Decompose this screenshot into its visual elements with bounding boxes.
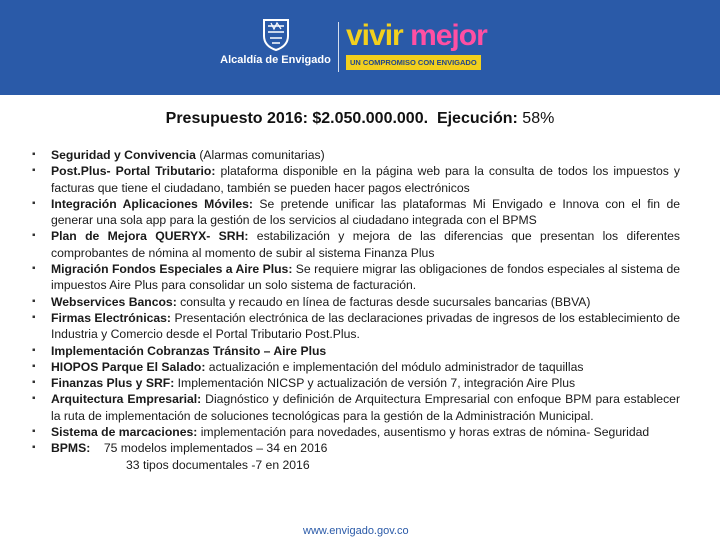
bullet-icon: ▪ [32, 295, 36, 307]
list-item [32, 163, 680, 196]
item-label: Plan de Mejora QUERYX- SRH: [51, 229, 249, 244]
bullet-icon: ▪ [32, 426, 36, 438]
item-text: consulta y recaudo en línea de facturas desde sucursales bancarias (BBVA) [176, 294, 591, 309]
tagline-strong: ENVIGADO [436, 58, 477, 67]
project-list [32, 147, 680, 473]
bullet-icon: ▪ [32, 393, 36, 405]
item-text: actualización e implementación del módulo administrador de taquillas [205, 359, 584, 374]
item-label: Integración Aplicaciones Móviles: [51, 196, 253, 211]
list-item [32, 375, 680, 391]
bullet-icon: ▪ [32, 360, 36, 372]
list-item [32, 424, 680, 440]
bullet-icon: ▪ [32, 165, 36, 177]
list-item [32, 294, 680, 310]
bullet-icon: ▪ [32, 149, 36, 160]
coat-of-arms-icon [262, 18, 290, 52]
bullet-icon: ▪ [32, 263, 36, 275]
brand-title [346, 20, 502, 52]
item-label: Migración Fondos Especiales a Aire Plus: [51, 262, 293, 277]
item-label: Firmas Electrónicas: [51, 310, 171, 325]
brand-word-1: vivir [346, 19, 403, 52]
bullet-icon: ▪ [32, 344, 36, 356]
item-label: Finanzas Plus y SRF: [51, 376, 175, 391]
tagline-prefix: UN COMPROMISO CON [350, 58, 437, 67]
header-banner [0, 0, 720, 95]
item-text: estabilización y mejora de las diferencias que presentan los diferentes comprobantes de nómina al momento de subir al sistema Finanza Plus [51, 229, 681, 260]
list-item [32, 261, 680, 294]
bullet-icon: ▪ [32, 377, 36, 389]
item-text: 75 modelos implementados – 34 en 2016 [90, 441, 328, 456]
bullet-icon: ▪ [32, 311, 36, 323]
bullet-icon: ▪ [32, 197, 36, 209]
footer-url[interactable]: www.envigado.gov.co [303, 525, 409, 537]
list-item [32, 391, 680, 424]
item-label: BPMS: [51, 441, 91, 456]
list-item [32, 359, 680, 375]
item-label: Arquitectura Empresarial: [51, 392, 202, 407]
item-text-line2: 33 tipos documentales -7 en 2016 [126, 457, 310, 472]
list-item [32, 440, 680, 473]
brand-word-2: mejor [410, 19, 487, 52]
bullet-icon: ▪ [32, 442, 36, 454]
item-label: Sistema de marcaciones: [51, 425, 198, 440]
budget-text: Presupuesto 2016: $2.050.000.000. [165, 110, 429, 127]
bullet-icon: ▪ [32, 230, 36, 242]
item-text: Presentación electrónica de las declaraciones privadas de ingresos de los establecimiento de Industria y Comercio desde el Portal Tributario Post.Plus. [51, 310, 681, 342]
item-label: HIOPOS Parque El Salado: [51, 359, 206, 374]
alcaldia-logo-text: Alcaldía de Envigado [220, 54, 331, 66]
item-text: Diagnóstico y definición de Arquitectura Empresarial con enfoque BPM para establecer la ruta de implementación de soluciones tecnológicas para la gestión de la Administración Municipal. [51, 392, 681, 423]
page-title [0, 110, 720, 128]
item-text: (Alarmas comunitarias) [195, 148, 325, 162]
item-text: Se pretende unificar las plataformas Mi Envigado e Innova con el fin de generar una sola app para la gestión de los servicios al ciudadano integrada con el BPMS [51, 196, 680, 228]
alcaldia-logo[interactable] [218, 18, 333, 73]
item-text: Implementación NICSP y actualización de versión 7, integración Aire Plus [174, 376, 576, 391]
vivir-mejor-logo[interactable] [346, 20, 502, 76]
execution-label: Ejecución: [436, 110, 518, 127]
item-text: plataforma disponible en la página web para la consulta de todos los impuestos y facturas que tiene el ciudadano, también se pueden hacer pagos electrónicos [51, 164, 681, 195]
list-item [32, 147, 680, 163]
item-label: Webservices Bancos: [51, 294, 177, 309]
logo-divider [338, 22, 339, 72]
item-label: Post.Plus- Portal Tributario: [51, 164, 216, 179]
item-label: Seguridad y Convivencia [51, 148, 196, 162]
item-label: Implementación Cobranzas Tránsito – Aire Plus [51, 343, 327, 358]
list-item [32, 228, 680, 261]
list-item [32, 310, 680, 343]
item-text: implementación para novedades, ausentismo y horas extras de nómina- Seguridad [197, 425, 650, 440]
execution-percent: 58% [522, 110, 555, 127]
brand-tagline [346, 55, 481, 70]
item-text: Se requiere migrar las obligaciones de fondos especiales al sistema de impuestos Aire Plus para consolidar un solo sistema de facturación. [51, 262, 680, 293]
list-item [32, 343, 680, 359]
list-item [32, 196, 680, 229]
